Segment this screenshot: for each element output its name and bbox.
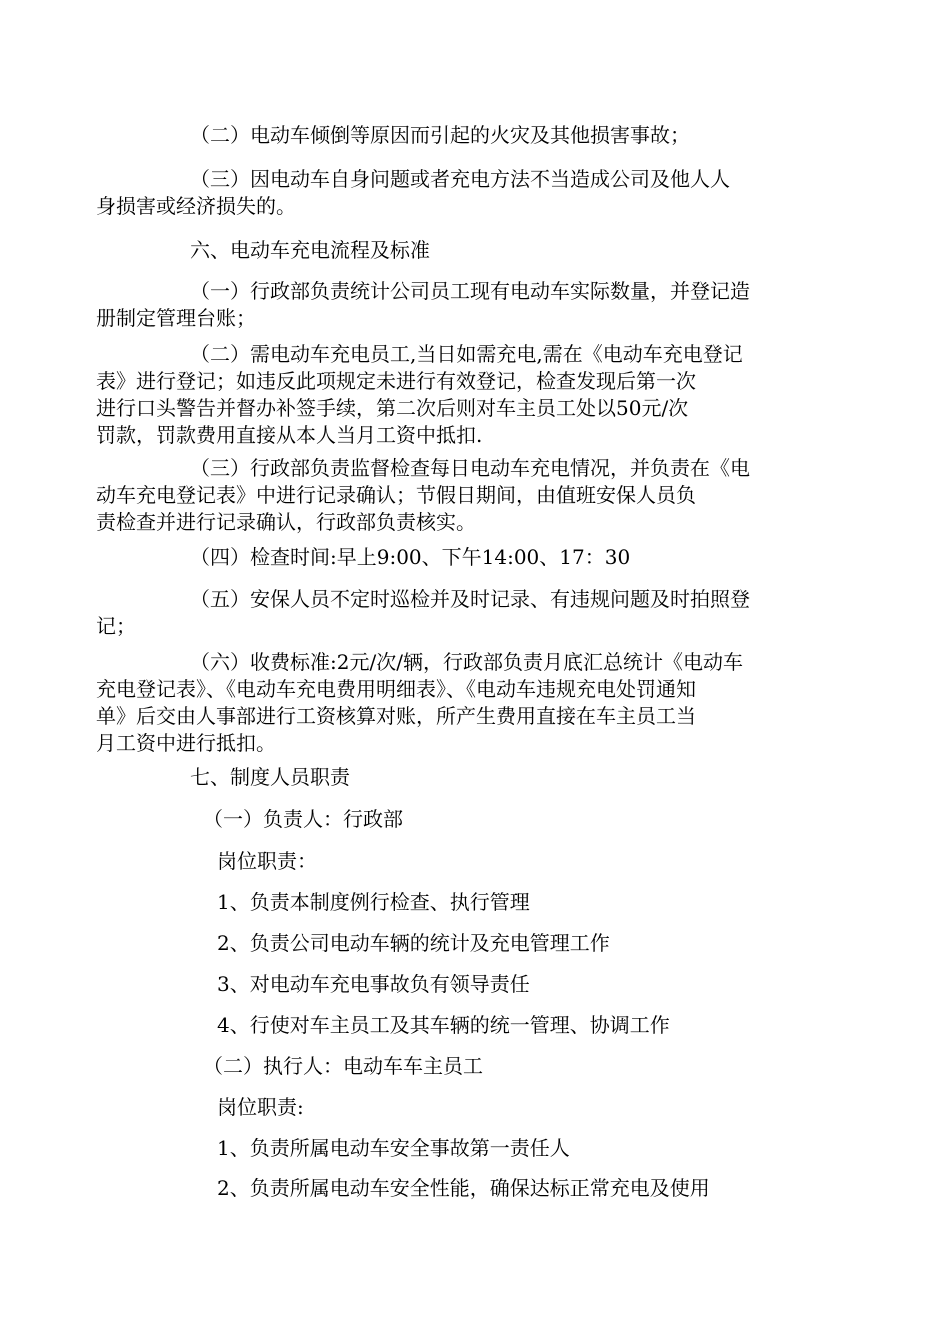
duty-item: [217, 1012, 881, 1039]
text-line: 记；: [96, 614, 136, 638]
text-line: （三）行政部负责监督检查每日电动车充电情况，并负责在《电: [190, 456, 750, 480]
text-line: （三）因电动车自身问题或者充电方法不当造成公司及他人人: [190, 167, 730, 191]
text-line: 2、负责所属电动车安全性能，确保达标正常充电及使用: [217, 1176, 710, 1200]
paragraph-self-problem: [96, 166, 807, 220]
text-line: （五）安保人员不定时巡检并及时记录、有违规问题及时拍照登: [190, 587, 750, 611]
text-line: 进行口头警告并督办补签手续，第二次后则对车主员工处以50元/次: [96, 396, 689, 420]
text-line: 4、行使对车主员工及其车辆的统一管理、协调工作: [217, 1013, 670, 1037]
paragraph-6-3: [96, 455, 807, 536]
duty-item: [217, 889, 881, 916]
text-line: 1、负责本制度例行检查、执行管理: [217, 890, 530, 914]
text-line: （二）需电动车充电员工,当日如需充电,需在《电动车充电登记: [190, 342, 743, 366]
paragraph-fire-accident: [143, 122, 807, 149]
text-line: 册制定管理台账；: [96, 306, 256, 330]
text-line: 岗位职责：: [217, 849, 317, 873]
text-line: 身损害或经济损失的。: [96, 194, 296, 218]
paragraph-6-6: [96, 649, 807, 757]
paragraph-6-4: [143, 544, 807, 571]
text-line: （二）执行人：电动车车主员工: [203, 1054, 483, 1078]
text-line: 动车充电登记表》中进行记录确认；节假日期间，由值班安保人员负: [96, 483, 696, 507]
text-line: 充电登记表》、《电动车充电费用明细表》、《电动车违规充电处罚通知: [96, 677, 696, 701]
text-line: 2、负责公司电动车辆的统计及充电管理工作: [217, 931, 610, 955]
text-line: （六）收费标准:2元/次/辆，行政部负责月底汇总统计《电动车: [190, 650, 743, 674]
text-line: （一）行政部负责统计公司员工现有电动车实际数量，并登记造: [190, 279, 750, 303]
responsible-party-heading: [203, 806, 867, 833]
section-heading-7: [190, 764, 854, 791]
paragraph-6-2: [96, 341, 807, 449]
text-line: 1、负责所属电动车安全事故第一责任人: [217, 1136, 570, 1160]
duties-label: [217, 848, 881, 875]
text-line: 罚款，罚款费用直接从本人当月工资中抵扣.: [96, 423, 483, 447]
duties-label: [217, 1094, 881, 1121]
text-line: 单》后交由人事部进行工资核算对账，所产生费用直接在车主员工当: [96, 704, 696, 728]
text-line: （二）电动车倾倒等原因而引起的火灾及其他损害事故；: [190, 123, 690, 147]
section-heading-6: [143, 237, 807, 264]
text-line: 六、电动车充电流程及标准: [190, 238, 430, 262]
duty-item: [217, 930, 881, 957]
text-line: 月工资中进行抵扣。: [96, 731, 276, 755]
paragraph-6-5: [96, 586, 807, 640]
duty-item: [217, 1175, 881, 1202]
text-line: 3、对电动车充电事故负有领导责任: [217, 972, 530, 996]
paragraph-6-1: [96, 278, 807, 332]
text-line: 表》进行登记；如违反此项规定未进行有效登记，检查发现后第一次: [96, 369, 696, 393]
duty-item: [217, 1135, 881, 1162]
duty-item: [217, 971, 881, 998]
text-line: 责检查并进行记录确认，行政部负责核实。: [96, 510, 476, 534]
executor-heading: [203, 1053, 867, 1080]
text-line: （一）负责人：行政部: [203, 807, 403, 831]
text-line: 七、制度人员职责: [190, 765, 350, 789]
text-line: 岗位职责:: [217, 1095, 304, 1119]
text-line: （四）检查时间:早上9:00、下午14:00、17：30: [190, 545, 631, 569]
